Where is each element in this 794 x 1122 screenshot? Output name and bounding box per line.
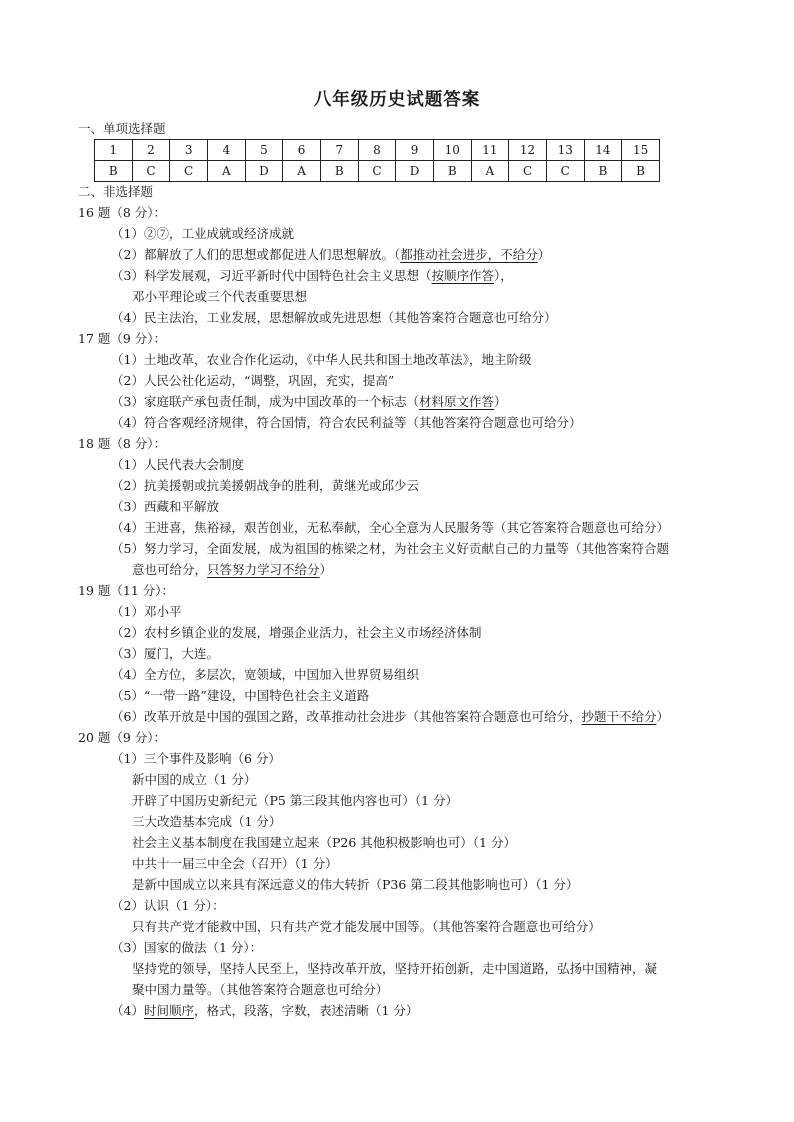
table-cell: D (396, 161, 434, 182)
table-cell: 4 (207, 140, 245, 161)
answer-text: （3）家庭联产承包责任制，成为中国改革的一个标志（ (111, 394, 419, 409)
scoring-note: 都推动社会进步，不给分 (400, 247, 538, 262)
answer-line (111, 267, 513, 285)
answer-line: 社会主义基本制度在我国建立起来（P26 其他积极影响也可）（1 分） (132, 835, 516, 850)
table-cell: 9 (396, 140, 434, 161)
answer-line: （4）符合客观经济规律，符合国情，符合农民利益等（其他答案符合题意也可给分） (111, 415, 582, 430)
question-heading: 16 题（8 分）： (78, 205, 167, 220)
answer-line: （1）②⑦，工业成就或经济成就 (111, 226, 294, 241)
table-cell: C (358, 161, 396, 182)
answer-text: ，格式，段落，字数，表述清晰（1 分） (193, 1003, 419, 1018)
question-heading: 19 题（11 分）： (78, 583, 175, 598)
answer-line (111, 246, 550, 264)
answer-line: （2）农村乡镇企业的发展，增强企业活力，社会主义市场经济体制 (111, 625, 482, 640)
table-cell: 6 (283, 140, 321, 161)
answer-row (95, 161, 660, 182)
answer-line: （4）全方位，多层次，宽领域，中国加入世界贸易组织 (111, 667, 419, 682)
answer-text: ） (493, 394, 507, 409)
question-heading: 20 题（9 分）： (78, 730, 167, 745)
answer-line: （5）“一带一路”建设，中国特色社会主义道路 (111, 688, 370, 703)
table-cell: 3 (170, 140, 208, 161)
answer-line: （5）努力学习，全面发展，成为祖国的栋梁之材，为社会主义好贡献自己的力量等（其他答案符合题 (111, 541, 669, 556)
table-cell: 15 (622, 140, 660, 161)
answer-line: （1）土地改革，农业合作化运动，《中华人民共和国土地改革法》，地主阶级 (111, 352, 532, 367)
answer-text: （3）科学发展观，习近平新时代中国特色社会主义思想（ (111, 268, 432, 283)
scoring-note: 抄题干不给分 (581, 709, 657, 724)
table-cell: C (132, 161, 170, 182)
answer-line: 新中国的成立（1 分） (132, 772, 257, 787)
answer-text: ） (537, 247, 551, 262)
table-cell: C (546, 161, 584, 182)
answer-line: （1）三个事件及影响（6 分） (111, 751, 281, 766)
answer-text: （2）都解放了人们的思想或都促进人们思想解放。（ (111, 247, 401, 262)
table-cell: A (283, 161, 321, 182)
table-cell: 10 (433, 140, 471, 161)
table-cell: 12 (509, 140, 547, 161)
table-cell: D (245, 161, 283, 182)
answer-text: ） (319, 562, 333, 577)
page-title: 八年级历史试题答案 (313, 90, 481, 110)
section-heading-choice: 一、单项选择题 (78, 121, 166, 136)
answer-line: 邓小平理论或三个代表重要思想 (132, 289, 308, 304)
scoring-note: 材料原文作答 (418, 394, 494, 409)
answer-line: 三大改造基本完成（1 分） (132, 814, 282, 829)
answer-line: 是新中国成立以来具有深远意义的伟大转折（P36 第二段其他影响也可）（1 分） (132, 877, 579, 892)
answer-line (111, 708, 669, 726)
table-cell: 1 (95, 140, 133, 161)
scoring-note: 按顺序作答 (431, 268, 494, 283)
answer-line: 聚中国力量等。（其他答案符合题意也可给分） (132, 982, 389, 997)
table-cell: B (622, 161, 660, 182)
answer-line: 中共十一届三中全会（召开）（1 分） (132, 856, 338, 871)
answer-line: 坚持党的领导，坚持人民至上，坚持改革开放，坚持开拓创新，走中国道路，弘扬中国精神，凝 (132, 961, 658, 976)
answer-line: 只有共产党才能救中国，只有共产党才能发展中国等。（其他答案符合题意也可给分） (132, 919, 601, 934)
answer-line: （1）邓小平 (111, 604, 182, 619)
choice-answer-table (94, 139, 660, 182)
answer-text: ）， (493, 268, 513, 283)
answer-text: 意也可给分， (132, 562, 208, 577)
answer-line: （2）认识（1 分）： (111, 898, 225, 913)
table-cell: 5 (245, 140, 283, 161)
table-cell: C (170, 161, 208, 182)
answer-line: （3）厦门，大连。 (111, 646, 219, 661)
table-cell: 13 (546, 140, 584, 161)
table-cell: 7 (320, 140, 358, 161)
answer-line (111, 1002, 418, 1020)
question-heading: 18 题（8 分）： (78, 436, 167, 451)
answer-line: （3）国家的做法（1 分）： (111, 940, 263, 955)
section-heading-nonchoice: 二、非选择题 (78, 184, 154, 199)
table-cell: 11 (471, 140, 509, 161)
answer-line: （3）西藏和平解放 (111, 499, 219, 514)
answer-text: （6）改革开放是中国的强国之路，改革推动社会进步（其他答案符合题意也可给分， (111, 709, 582, 724)
answer-text: ） (656, 709, 669, 724)
table-cell: B (584, 161, 622, 182)
answer-line (132, 561, 332, 579)
answer-text: （4） (111, 1003, 144, 1018)
question-number-row (95, 140, 660, 161)
table-cell: C (509, 161, 547, 182)
table-cell: 2 (132, 140, 170, 161)
question-heading: 17 题（9 分）： (78, 331, 167, 346)
table-cell: A (471, 161, 509, 182)
answer-line: （1）人民代表大会制度 (111, 457, 244, 472)
answer-line: （2）抗美援朝或抗美援朝战争的胜利，黄继光或邱少云 (111, 478, 419, 493)
answer-line: （4）民主法治，工业发展，思想解放或先进思想（其他答案符合题意也可给分） (111, 310, 557, 325)
table-cell: B (433, 161, 471, 182)
answer-line: （2）人民公社化运动，“调整，巩固，充实，提高” (111, 373, 395, 388)
table-cell: B (95, 161, 133, 182)
answer-line (111, 393, 507, 411)
table-cell: 8 (358, 140, 396, 161)
answer-line: （4）王进喜，焦裕禄，艰苦创业，无私奉献，全心全意为人民服务等（其它答案符合题意也可给分） (111, 520, 669, 535)
table-cell: A (207, 161, 245, 182)
table-cell: B (320, 161, 358, 182)
table-cell: 14 (584, 140, 622, 161)
answer-line: 开辟了中国历史新纪元（P5 第三段其他内容也可）（1 分） (132, 793, 459, 808)
scoring-note: 只答努力学习不给分 (207, 562, 320, 577)
scoring-note: 时间顺序 (143, 1003, 194, 1018)
